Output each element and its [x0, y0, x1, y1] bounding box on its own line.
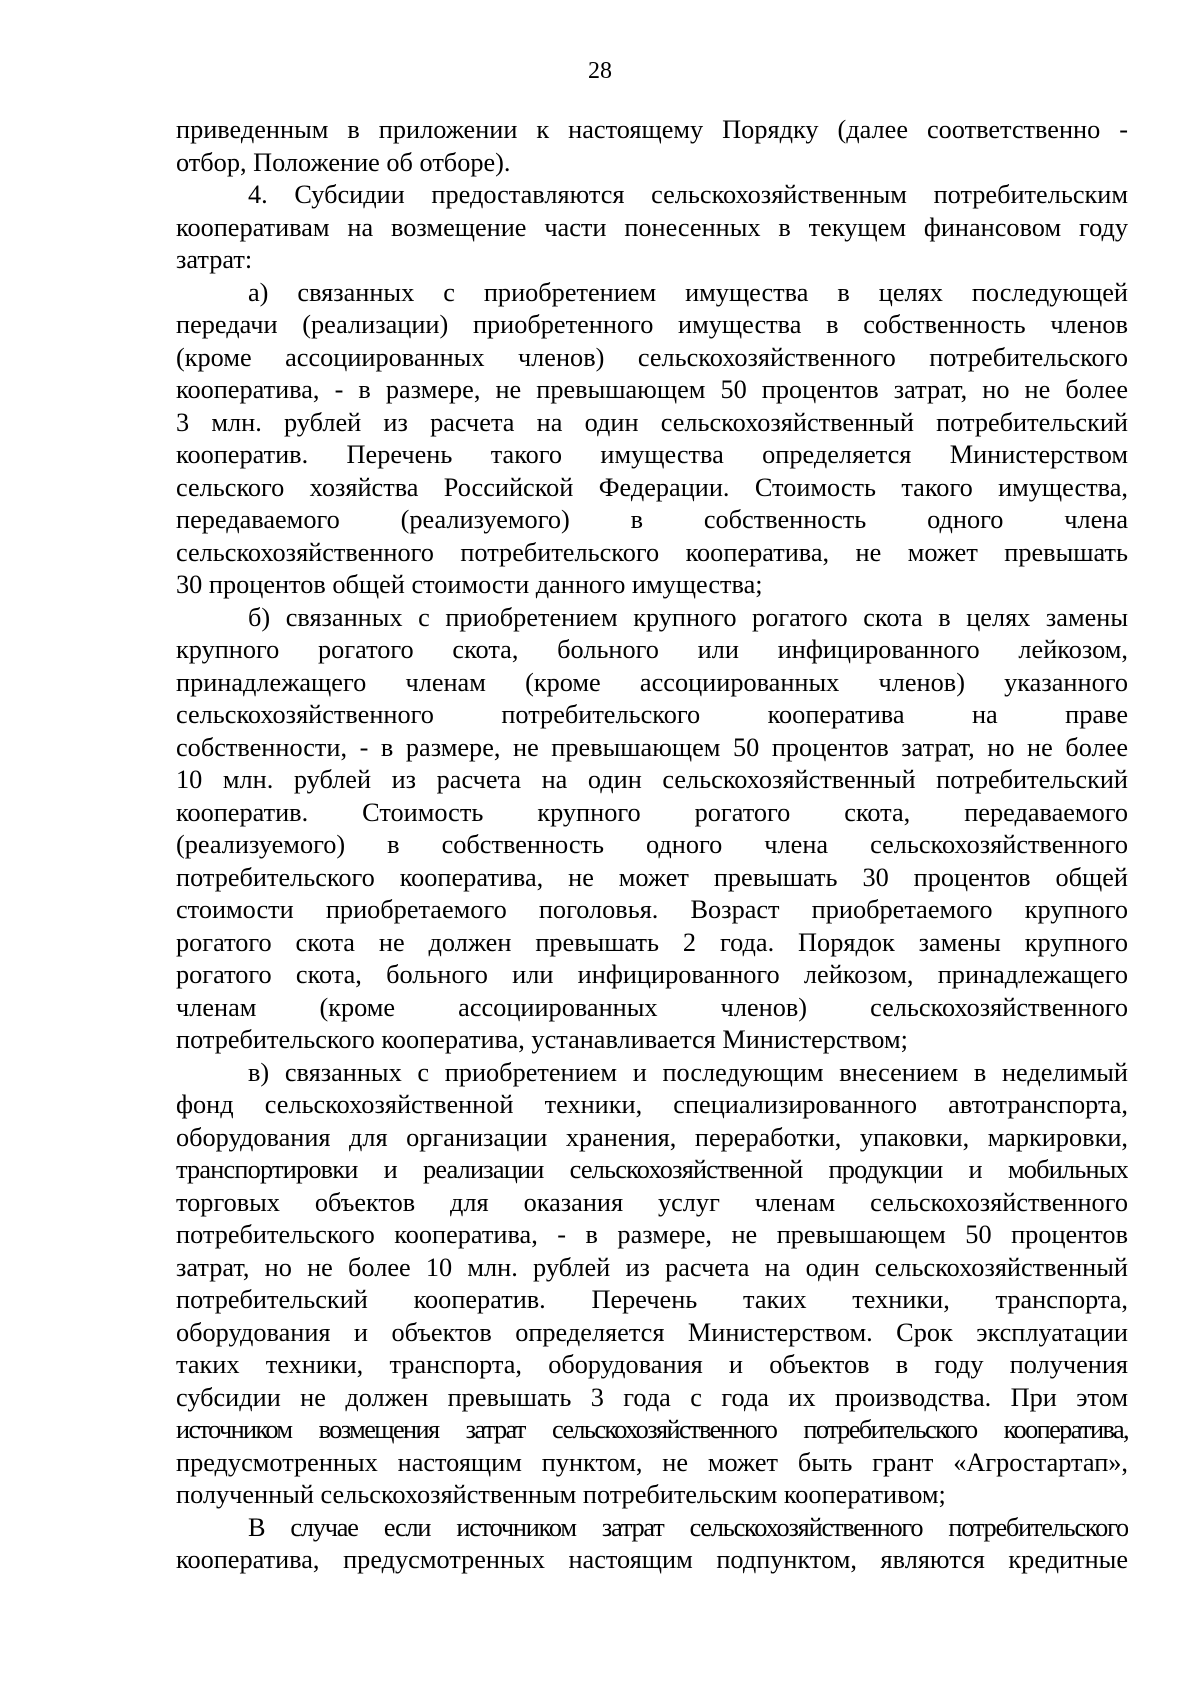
paragraph-continuation — [176, 114, 1128, 179]
text-line: потребительского кооператива, устанавливается Министерством; — [176, 1025, 908, 1054]
document-body — [176, 114, 1128, 1577]
paragraph-item-4 — [176, 179, 1128, 277]
text-line: собственности, - в размере, не превышающем 50 процентов затрат, но не более — [176, 732, 1128, 762]
text-line: сельскохозяйственного потребительского кооператива, не может превышать — [176, 537, 1128, 567]
paragraph-subitem-b — [176, 602, 1128, 1057]
text-line: оборудования для организации хранения, переработки, упаковки, маркировки, — [176, 1122, 1128, 1152]
text-line: таких техники, транспорта, оборудования и объектов в году получения — [176, 1350, 1128, 1379]
text-line: сельского хозяйства Российской Федерации. Стоимость такого имущества, — [176, 472, 1128, 502]
text-line: источником возмещения затрат сельскохозяйственного потребительского кооператива, — [176, 1415, 1128, 1444]
text-line: транспортировки и реализации сельскохозяйственной продукции и мобильных — [176, 1155, 1128, 1184]
text-line: кооперативам на возмещение части понесенных в текущем финансовом году — [176, 212, 1128, 242]
text-line: (кроме ассоциированных членов) сельскохозяйственного потребительского — [176, 342, 1128, 372]
text-line: фонд сельскохозяйственной техники, специализированного автотранспорта, — [176, 1090, 1128, 1119]
text-line: отбор, Положение об отборе). — [176, 147, 511, 177]
text-line: сельскохозяйственного потребительского кооператива на праве — [176, 700, 1128, 729]
text-line: б) связанных с приобретением крупного рогатого скота в целях замены — [248, 602, 1128, 632]
text-line: предусмотренных настоящим пунктом, не может быть грант «Агростартап», — [176, 1447, 1128, 1477]
text-line: В случае если источником затрат сельскохозяйственного потребительского — [248, 1512, 1128, 1542]
text-line: субсидии не должен превышать 3 года с года их производства. При этом — [176, 1382, 1128, 1412]
text-line: 3 млн. рублей из расчета на один сельскохозяйственный потребительский — [176, 407, 1128, 437]
text-line: потребительский кооператив. Перечень таких техники, транспорта, — [176, 1285, 1128, 1314]
text-line: рогатого скота не должен превышать 2 года. Порядок замены крупного — [176, 927, 1128, 957]
text-line: потребительского кооператива, - в размере, не превышающем 50 процентов — [176, 1220, 1128, 1249]
paragraph-subitem-a — [176, 277, 1128, 602]
text-line: 30 процентов общей стоимости данного имущества; — [176, 570, 763, 599]
text-line: затрат: — [176, 245, 253, 274]
text-line: приведенным в приложении к настоящему Порядку (далее соответственно - — [176, 115, 1128, 144]
text-line: (реализуемого) в собственность одного члена сельскохозяйственного — [176, 830, 1128, 859]
text-line: 10 млн. рублей из расчета на один сельскохозяйственный потребительский — [176, 765, 1128, 794]
text-line: кооператив. Стоимость крупного рогатого скота, передаваемого — [176, 797, 1128, 827]
text-line: кооператива, - в размере, не превышающем 50 процентов затрат, но не более — [176, 375, 1128, 404]
text-line: кооператива, предусмотренных настоящим подпунктом, являются кредитные — [176, 1545, 1128, 1574]
text-line: крупного рогатого скота, больного или инфицированного лейкозом, — [176, 635, 1128, 664]
paragraph-case-clause — [176, 1512, 1128, 1577]
text-line: кооператив. Перечень такого имущества определяется Министерством — [176, 440, 1128, 469]
text-line: стоимости приобретаемого поголовья. Возраст приобретаемого крупного — [176, 895, 1128, 924]
text-line: передаваемого (реализуемого) в собственность одного члена — [176, 505, 1128, 534]
paragraph-subitem-v — [176, 1057, 1128, 1512]
text-line: торговых объектов для оказания услуг членам сельскохозяйственного — [176, 1187, 1128, 1217]
text-line: 4. Субсидии предоставляются сельскохозяйственным потребительским — [248, 180, 1128, 209]
text-line: затрат, но не более 10 млн. рублей из расчета на один сельскохозяйственный — [176, 1252, 1128, 1282]
page-number: 28 — [588, 58, 612, 84]
text-line: полученный сельскохозяйственным потребительским кооперативом; — [176, 1480, 946, 1509]
text-line: передачи (реализации) приобретенного имущества в собственность членов — [176, 310, 1128, 339]
text-line: рогатого скота, больного или инфицированного лейкозом, принадлежащего — [176, 960, 1128, 989]
text-line: оборудования и объектов определяется Министерством. Срок эксплуатации — [176, 1317, 1128, 1347]
text-line: принадлежащего членам (кроме ассоциированных членов) указанного — [176, 667, 1128, 697]
text-line: членам (кроме ассоциированных членов) сельскохозяйственного — [176, 992, 1128, 1022]
text-line: потребительского кооператива, не может превышать 30 процентов общей — [176, 862, 1128, 892]
text-line: а) связанных с приобретением имущества в целях последующей — [248, 277, 1128, 307]
text-line: в) связанных с приобретением и последующим внесением в неделимый — [248, 1057, 1128, 1087]
